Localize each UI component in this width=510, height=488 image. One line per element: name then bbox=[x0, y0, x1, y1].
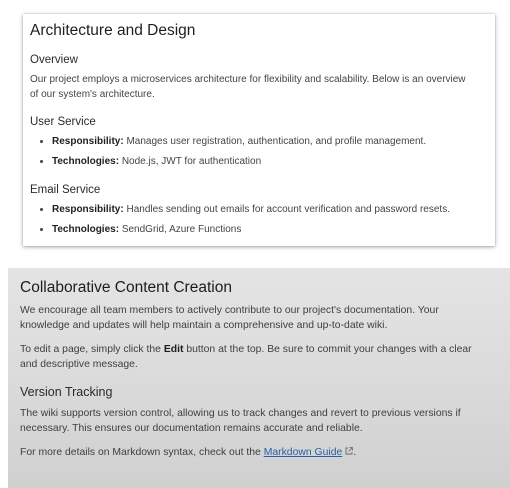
version-tracking-heading: Version Tracking bbox=[20, 385, 113, 399]
intro-line-2: knowledge and updates will help maintain a comprehensive and up-to-date wiki. bbox=[20, 320, 388, 331]
edit-instructions bbox=[20, 342, 504, 372]
version-line-1: The wiki supports version control, allowing us to track changes and revert to previous versions if bbox=[20, 408, 461, 419]
version-line-2: necessary. This ensures our documentation remains accurate and reliable. bbox=[20, 423, 363, 434]
email-service-heading: Email Service bbox=[30, 184, 101, 196]
collaboration-panel bbox=[8, 268, 510, 488]
user-service-list bbox=[30, 134, 487, 169]
markdown-note bbox=[20, 445, 504, 460]
collaboration-title: Collaborative Content Creation bbox=[20, 279, 232, 296]
edit-text-line-2: and descriptive message. bbox=[20, 359, 138, 370]
edit-keyword: Edit bbox=[163, 344, 184, 355]
technologies-text: SendGrid, Azure Functions bbox=[121, 224, 242, 235]
overview-text bbox=[30, 72, 487, 102]
technologies-label: Technologies: bbox=[52, 156, 120, 167]
responsibility-label: Responsibility: bbox=[52, 136, 124, 147]
architecture-title: Architecture and Design bbox=[30, 22, 196, 39]
responsibility-label: Responsibility: bbox=[52, 204, 124, 215]
user-service-heading: User Service bbox=[30, 116, 96, 128]
version-text bbox=[20, 406, 504, 436]
edit-text-pre: To edit a page, simply click the bbox=[20, 344, 164, 355]
overview-heading: Overview bbox=[30, 54, 78, 66]
edit-text-post: button at the top. Be sure to commit your changes with a clear bbox=[183, 344, 472, 355]
responsibility-text: Handles sending out emails for account verification and password resets. bbox=[126, 204, 450, 215]
list-item bbox=[52, 222, 487, 237]
architecture-card bbox=[23, 14, 495, 246]
markdown-text-pre: For more details on Markdown syntax, check out the bbox=[20, 447, 264, 458]
markdown-text-post: . bbox=[353, 447, 357, 458]
list-item bbox=[52, 134, 487, 149]
responsibility-text: Manages user registration, authentication, and profile management. bbox=[126, 136, 427, 147]
email-service-list bbox=[30, 202, 487, 237]
intro-text bbox=[20, 303, 504, 333]
overview-line-2: of our system's architecture. bbox=[30, 89, 155, 100]
intro-line-1: We encourage all team members to actively contribute to our project's documentation. Your bbox=[20, 305, 439, 316]
technologies-label: Technologies: bbox=[52, 224, 120, 235]
list-item bbox=[52, 202, 487, 217]
overview-line-1: Our project employs a microservices architecture for flexibility and scalability. Below is an overview bbox=[30, 74, 466, 85]
technologies-text: Node.js, JWT for authentication bbox=[121, 156, 262, 167]
list-item bbox=[52, 154, 487, 169]
markdown-guide-link[interactable]: Markdown Guide bbox=[263, 447, 343, 458]
